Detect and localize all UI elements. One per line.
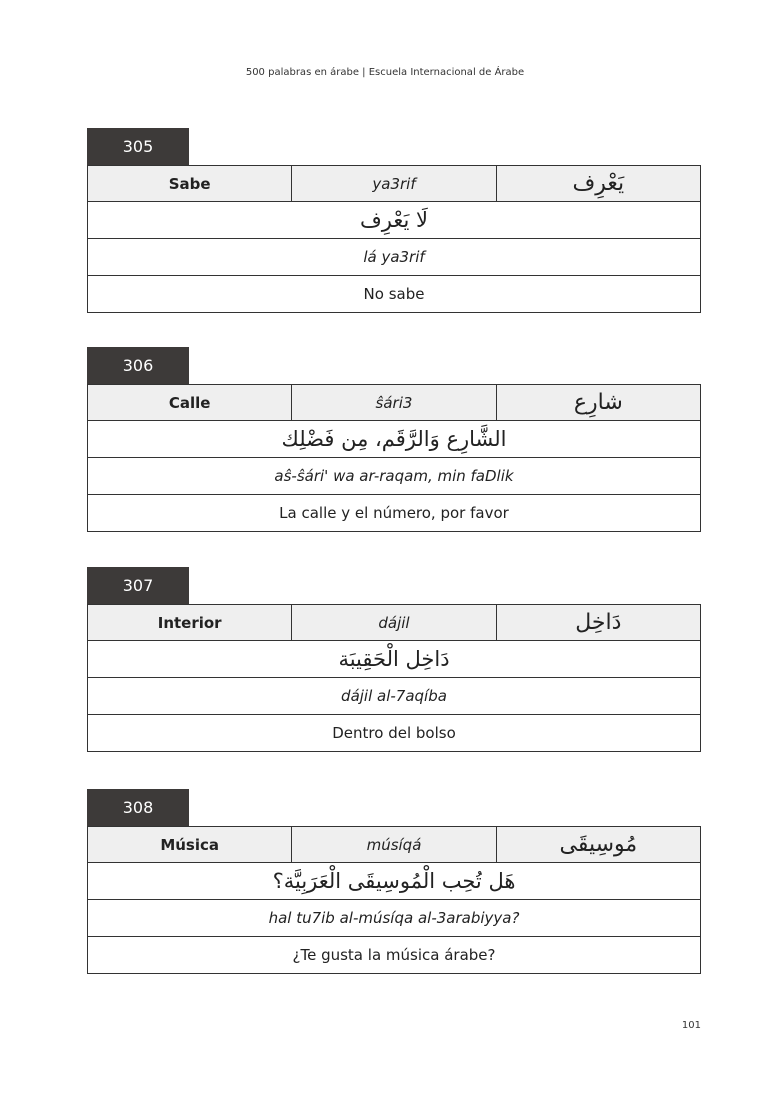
word-transliteration: dájil	[292, 605, 496, 640]
example-translation: La calle y el número, por favor	[87, 495, 701, 532]
example-arabic: دَاخِل الْحَقِيبَة	[87, 641, 701, 678]
spanish-word: Música	[88, 827, 292, 862]
arabic-word: شارِع	[573, 390, 623, 415]
example-translation: ¿Te gusta la música árabe?	[87, 937, 701, 974]
spanish-word: Interior	[88, 605, 292, 640]
vocab-entry-305	[87, 128, 701, 313]
vocab-entry-306	[87, 347, 701, 532]
entry-number: 306	[87, 347, 189, 384]
example-arabic: لَا يَعْرِف	[87, 202, 701, 239]
vocab-entry-307	[87, 567, 701, 752]
spanish-word: Sabe	[88, 166, 292, 201]
arabic-word: يَعْرِف	[572, 171, 625, 196]
word-transliteration: ŝári3	[292, 385, 496, 420]
example-arabic: الشَّارِع وَالرَّقَم، مِن فَضْلِك	[87, 421, 701, 458]
page-number: 101	[681, 1020, 701, 1031]
example-transliteration: hal tu7ib al-músíqa al-3arabiyya?	[87, 900, 701, 937]
example-translation: No sabe	[87, 276, 701, 313]
arabic-word: دَاخِل	[575, 610, 622, 635]
example-arabic: هَل تُحِب الْمُوسِيقَى الْعَرَبِيَّة؟	[87, 863, 701, 900]
entry-number: 308	[87, 789, 189, 826]
example-transliteration: aŝ-ŝári' wa ar-raqam, min faDlik	[87, 458, 701, 495]
page-header: 500 palabras en árabe | Escuela Internacional de Árabe	[245, 67, 525, 78]
entry-header-row	[87, 165, 701, 202]
vocab-entry-308	[87, 789, 701, 974]
entry-number: 305	[87, 128, 189, 165]
example-transliteration: lá ya3rif	[87, 239, 701, 276]
entry-header-row	[87, 604, 701, 641]
arabic-word: مُوسِيقَى	[559, 832, 638, 857]
entry-header-row	[87, 826, 701, 863]
entry-number: 307	[87, 567, 189, 604]
example-transliteration: dájil al-7aqíba	[87, 678, 701, 715]
word-transliteration: ya3rif	[292, 166, 496, 201]
word-transliteration: músíqá	[292, 827, 496, 862]
example-translation: Dentro del bolso	[87, 715, 701, 752]
entry-header-row	[87, 384, 701, 421]
spanish-word: Calle	[88, 385, 292, 420]
